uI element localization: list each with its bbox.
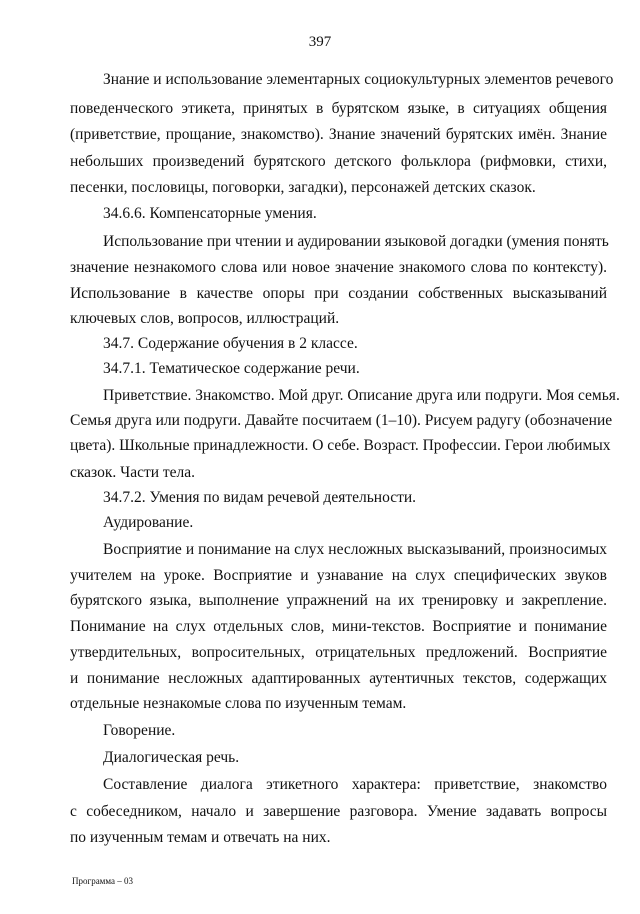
paragraph-12-line-1: Составление диалога этикетного характера: приветствие, знакомство	[103, 776, 607, 793]
subheading-dialogue: Диалогическая речь.	[103, 749, 240, 766]
page-number: 397	[308, 34, 332, 50]
paragraph-6-line-2: Семья друга или подруги. Давайте посчитаем (1–10). Рисуем радугу (обозначение	[70, 412, 613, 429]
section-heading-34-6-6: 34.6.6. Компенсаторные умения.	[103, 205, 317, 222]
subheading-listening: Аудирование.	[103, 514, 194, 531]
paragraph-9-line-4: Понимание на слух отдельных слов, мини-текстов. Восприятие и понимание	[70, 618, 607, 635]
paragraph-6-line-3: цвета). Школьные принадлежности. О себе. Возраст. Профессии. Герои любимых	[70, 437, 611, 454]
paragraph-6-line-4: сказок. Части тела.	[70, 464, 196, 481]
paragraph-9-line-3: бурятского языка, выполнение упражнений на их тренировку и закрепление.	[70, 592, 607, 609]
subheading-speaking: Говорение.	[103, 722, 176, 739]
paragraph-9-line-1: Восприятие и понимание на слух несложных высказываний, произносимых	[103, 541, 607, 558]
paragraph-1-line-4: небольших произведений бурятского детского фольклора (рифмовки, стихи,	[70, 153, 607, 170]
paragraph-3-line-2: значение незнакомого слова или новое значение знакомого слова по контексту).	[70, 259, 607, 276]
paragraph-3-line-1: Использование при чтении и аудировании языковой догадки (умения понять	[103, 233, 609, 250]
paragraph-9-line-2: учителем на уроке. Восприятие и узнавание на слух специфических звуков	[70, 567, 607, 584]
paragraph-3-line-4: ключевых слов, вопросов, иллюстраций.	[70, 310, 340, 327]
section-heading-34-7: 34.7. Содержание обучения в 2 классе.	[103, 335, 358, 352]
paragraph-1-line-5: песенки, пословицы, поговорки, загадки), персонажей детских сказок.	[70, 179, 536, 196]
footer-label: Программа – 03	[72, 876, 134, 886]
paragraph-1-line-3: (приветствие, прощание, знакомство). Знание значений бурятских имён. Знание	[70, 126, 607, 143]
paragraph-9-line-7: отдельные незнакомые слова по изученным темам.	[70, 695, 407, 712]
paragraph-9-line-6: и понимание несложных адаптированных аутентичных текстов, содержащих	[70, 670, 607, 687]
paragraph-3-line-3: Использование в качестве опоры при создании собственных высказываний	[70, 285, 607, 302]
section-heading-34-7-1: 34.7.1. Тематическое содержание речи.	[103, 360, 360, 377]
paragraph-1-line-2: поведенческого этикета, принятых в бурятском языке, в ситуациях общения	[70, 100, 607, 117]
paragraph-9-line-5: утвердительных, вопросительных, отрицательных предложений. Восприятие	[70, 644, 607, 661]
paragraph-1-line-1: Знание и использование элементарных социокультурных элементов речевого	[103, 71, 614, 88]
section-heading-34-7-2: 34.7.2. Умения по видам речевой деятельности.	[103, 489, 417, 506]
paragraph-12-line-3: по изученным темам и отвечать на них.	[70, 829, 331, 846]
paragraph-6-line-1: Приветствие. Знакомство. Мой друг. Описание друга или подруги. Моя семья.	[103, 387, 620, 404]
paragraph-12-line-2: с собеседником, начало и завершение разговора. Умение задавать вопросы	[70, 803, 607, 820]
